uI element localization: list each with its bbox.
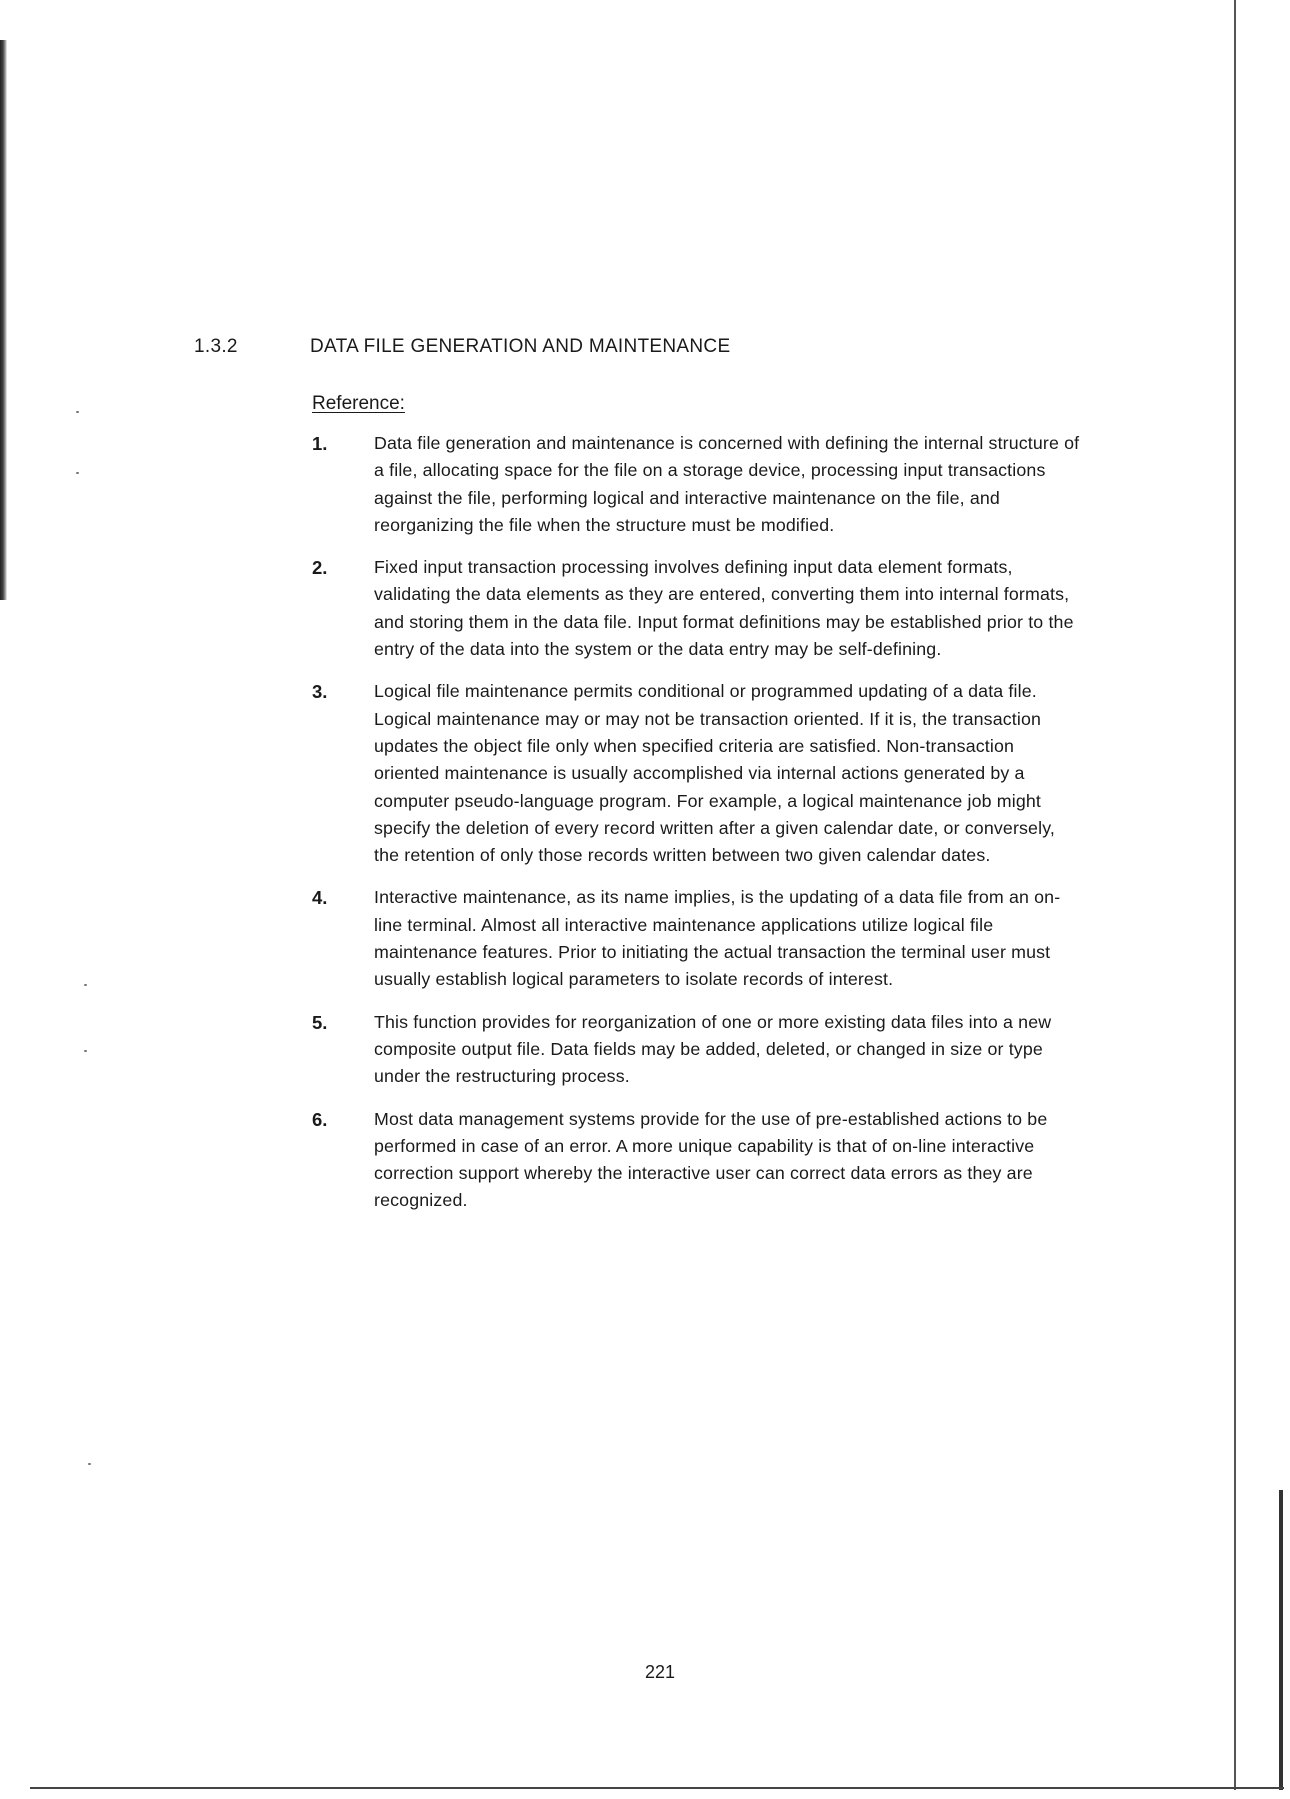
- list-item: [312, 884, 1082, 993]
- item-number: 4.: [312, 887, 328, 909]
- scan-bottom-edge: [30, 1787, 1284, 1789]
- item-text: Fixed input transaction processing involves defining input data element formats, validating the data elements as they are entered, converting them into internal formats, and storing them in the data file. Input format definitions may be established prior to the entry of the data into the system or the data entry may be self-defining.: [374, 557, 1074, 660]
- item-text: Logical file maintenance permits conditional or programmed updating of a data file. Logical maintenance may or may not be transaction oriented. If it is, the transaction updates the object file only when specified criteria are satisfied. Non-transaction oriented maintenance is usually accomplished via internal actions generated by a computer pseudo-language program. For example, a logical maintenance job might specify the deletion of every record written after a given calendar date, or conversely, the retention of only those records written between two given calendar dates.: [374, 681, 1056, 866]
- reference-list: [312, 430, 1082, 1230]
- scan-speck: [88, 1463, 91, 1465]
- item-number: 1.: [312, 433, 328, 454]
- list-item: [312, 430, 1082, 539]
- section-title: DATA FILE GENERATION AND MAINTENANCE: [310, 336, 731, 357]
- page-number: 221: [645, 1662, 676, 1682]
- list-item: [312, 1009, 1082, 1091]
- scan-left-edge: [0, 40, 7, 600]
- section-number: 1.3.2: [194, 336, 238, 357]
- item-number: 3.: [312, 681, 328, 703]
- list-item: [312, 1106, 1082, 1215]
- item-text: Interactive maintenance, as its name implies, is the updating of a data file from an on-line terminal. Almost all interactive maintenance applications utilize logical file maintenance features. Prior to initiating the actual transaction the terminal user must usually establish logical parameters to isolate records of interest.: [374, 887, 1061, 990]
- reference-label: Reference:: [312, 393, 405, 414]
- scan-right-edge: [1234, 0, 1236, 1790]
- item-text: Data file generation and maintenance is concerned with defining the internal structure of a file, allocating space for the file on a storage device, processing input transactions against the file, performing logical and interactive maintenance on the file, and reorganizing the file when the structure must be modified.: [374, 433, 1080, 535]
- list-item: [312, 554, 1082, 663]
- item-number: 5.: [312, 1011, 328, 1033]
- item-text: This function provides for reorganization of one or more existing data files into a new composite output file. Data fields may be added, deleted, or changed in size or type under the restructuring process.: [374, 1011, 1052, 1087]
- section-heading: [194, 336, 730, 358]
- scan-right-edge-shadow: [1279, 1490, 1283, 1790]
- item-text: Most data management systems provide for the use of pre-established actions to be performed in case of an error. A more unique capability is that of on-line interactive correction support whereby the interactive user can correct data errors as they are recognized.: [374, 1108, 1048, 1211]
- scan-speck: [84, 1050, 87, 1052]
- list-item: [312, 678, 1082, 869]
- scan-speck: [76, 472, 79, 474]
- item-number: 2.: [312, 557, 328, 579]
- scan-speck: [84, 984, 87, 986]
- item-number: 6.: [312, 1108, 328, 1130]
- scan-speck: [76, 411, 79, 413]
